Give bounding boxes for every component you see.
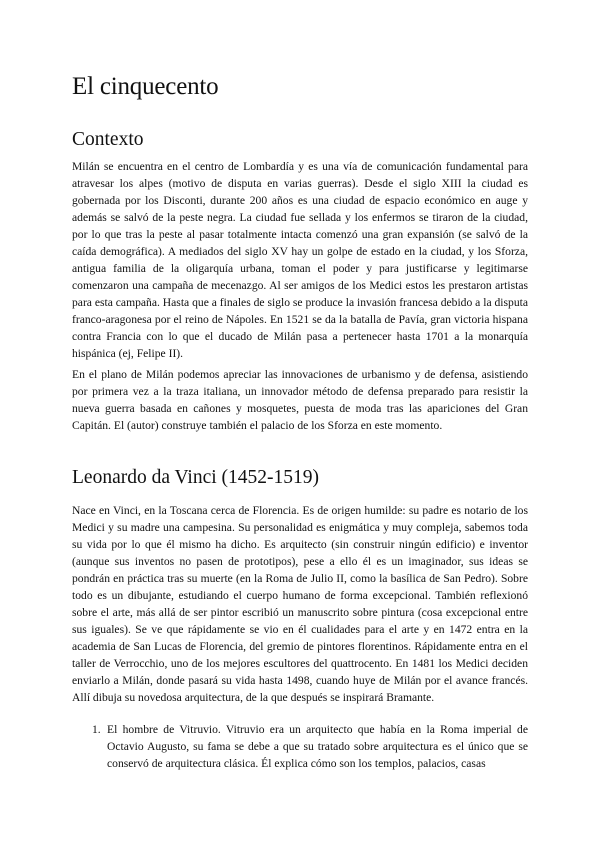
numbered-list [72, 721, 528, 772]
page-title: El cinquecento [72, 73, 219, 100]
paragraph-contexto-2: En el plano de Milán podemos apreciar las innovaciones de urbanismo y de defensa, asistiendo por primera vez a la traza italiana, un innovador método de defensa preparado para resistir la nueva guerra basada en cañones y mosquetes, puesta de moda tras las apariciones del Gran Capitán. El (autor) construye también el palacio de los Sforza en este momento. [72, 368, 528, 432]
list-item-text: El hombre de Vitruvio. Vitruvio era un arquitecto que había en la Roma imperial de Octavio Augusto, su fama se debe a que su tratado sobre arquitectura es el único que se conservó de arquitectura clásica. Él explica cómo son los templos, palacios, casas [107, 723, 528, 770]
section-heading-contexto: Contexto [72, 129, 144, 150]
paragraph-leonardo-1: Nace en Vinci, en la Toscana cerca de Florencia. Es de origen humilde: su padre es notario de los Medici y su madre una campesina. Su personalidad es enigmática y muy compleja, sabemos toda su vida por lo que él mismo ha dicho. Es arquitecto (sin construir ningún edificio) e inventor (aunque sus inventos no pasen de prototipos), pese a ello él es un imaginador, sus ideas se pondrán en práctica tras su muerte (en la Roma de Julio II, como la basílica de San Pedro). Sobre todo es un dibujante, estudiando el cuerpo humano de forma excepcional. También reflexionó sobre el arte, más allá de ser pintor escribió un manuscrito sobre pintura (cosa excepcional entre sus iguales). Se ve que rápidamente se vio en él cualidades para el arte y en 1472 entra en la academia de San Lucas de Florencia, del gremio de pintores florentinos. Rápidamente entra en el taller de Verrocchio, uno de los mejores escultores del quattrocento. En 1481 los Medici deciden enviarlo a Milán, donde pasará su vida hasta 1498, cuando huye de Milán por el avance francés. Allí dibuja su novedosa arquitectura, de la que después se inspirará Bramante. [72, 504, 528, 704]
paragraph-contexto-1: Milán se encuentra en el centro de Lombardía y es una vía de comunicación fundamental para atravesar los alpes (motivo de disputa en varias guerras). Desde el siglo XIII la ciudad es gobernada por los Disconti, durante 200 años es una ciudad de espacio económico en auge y además se salvó de la peste negra. La ciudad fue sellada y los enfermos se tiraron de la ciudad, por lo que tras la peste al pasar totalmente intacta comenzó una gran expansión (se salvó de la caída demográfica). A mediados del siglo XV hay un golpe de estado en la ciudad, y los Sforza, antigua familia de la oligarquía urbana, toman el poder y para justificarse y legitimarse comenzaron una campaña de mecenazgo. Al ser amigos de los Medici estos les prestaron artistas para esta campaña. Hasta que a finales de siglo se produce la invasión francesa debido a la disputa franco-aragonesa por el reino de Nápoles. En 1521 se da la batalla de Pavía, gran victoria hispana contra Francia con lo que el ducado de Milán pasa a pertenecer hasta 1701 a la monarquía hispánica (ej, Felipe II). [72, 160, 528, 360]
list-item-number: 1. [92, 723, 101, 736]
list-item [72, 721, 528, 772]
section-heading-leonardo: Leonardo da Vinci (1452-1519) [72, 467, 320, 488]
